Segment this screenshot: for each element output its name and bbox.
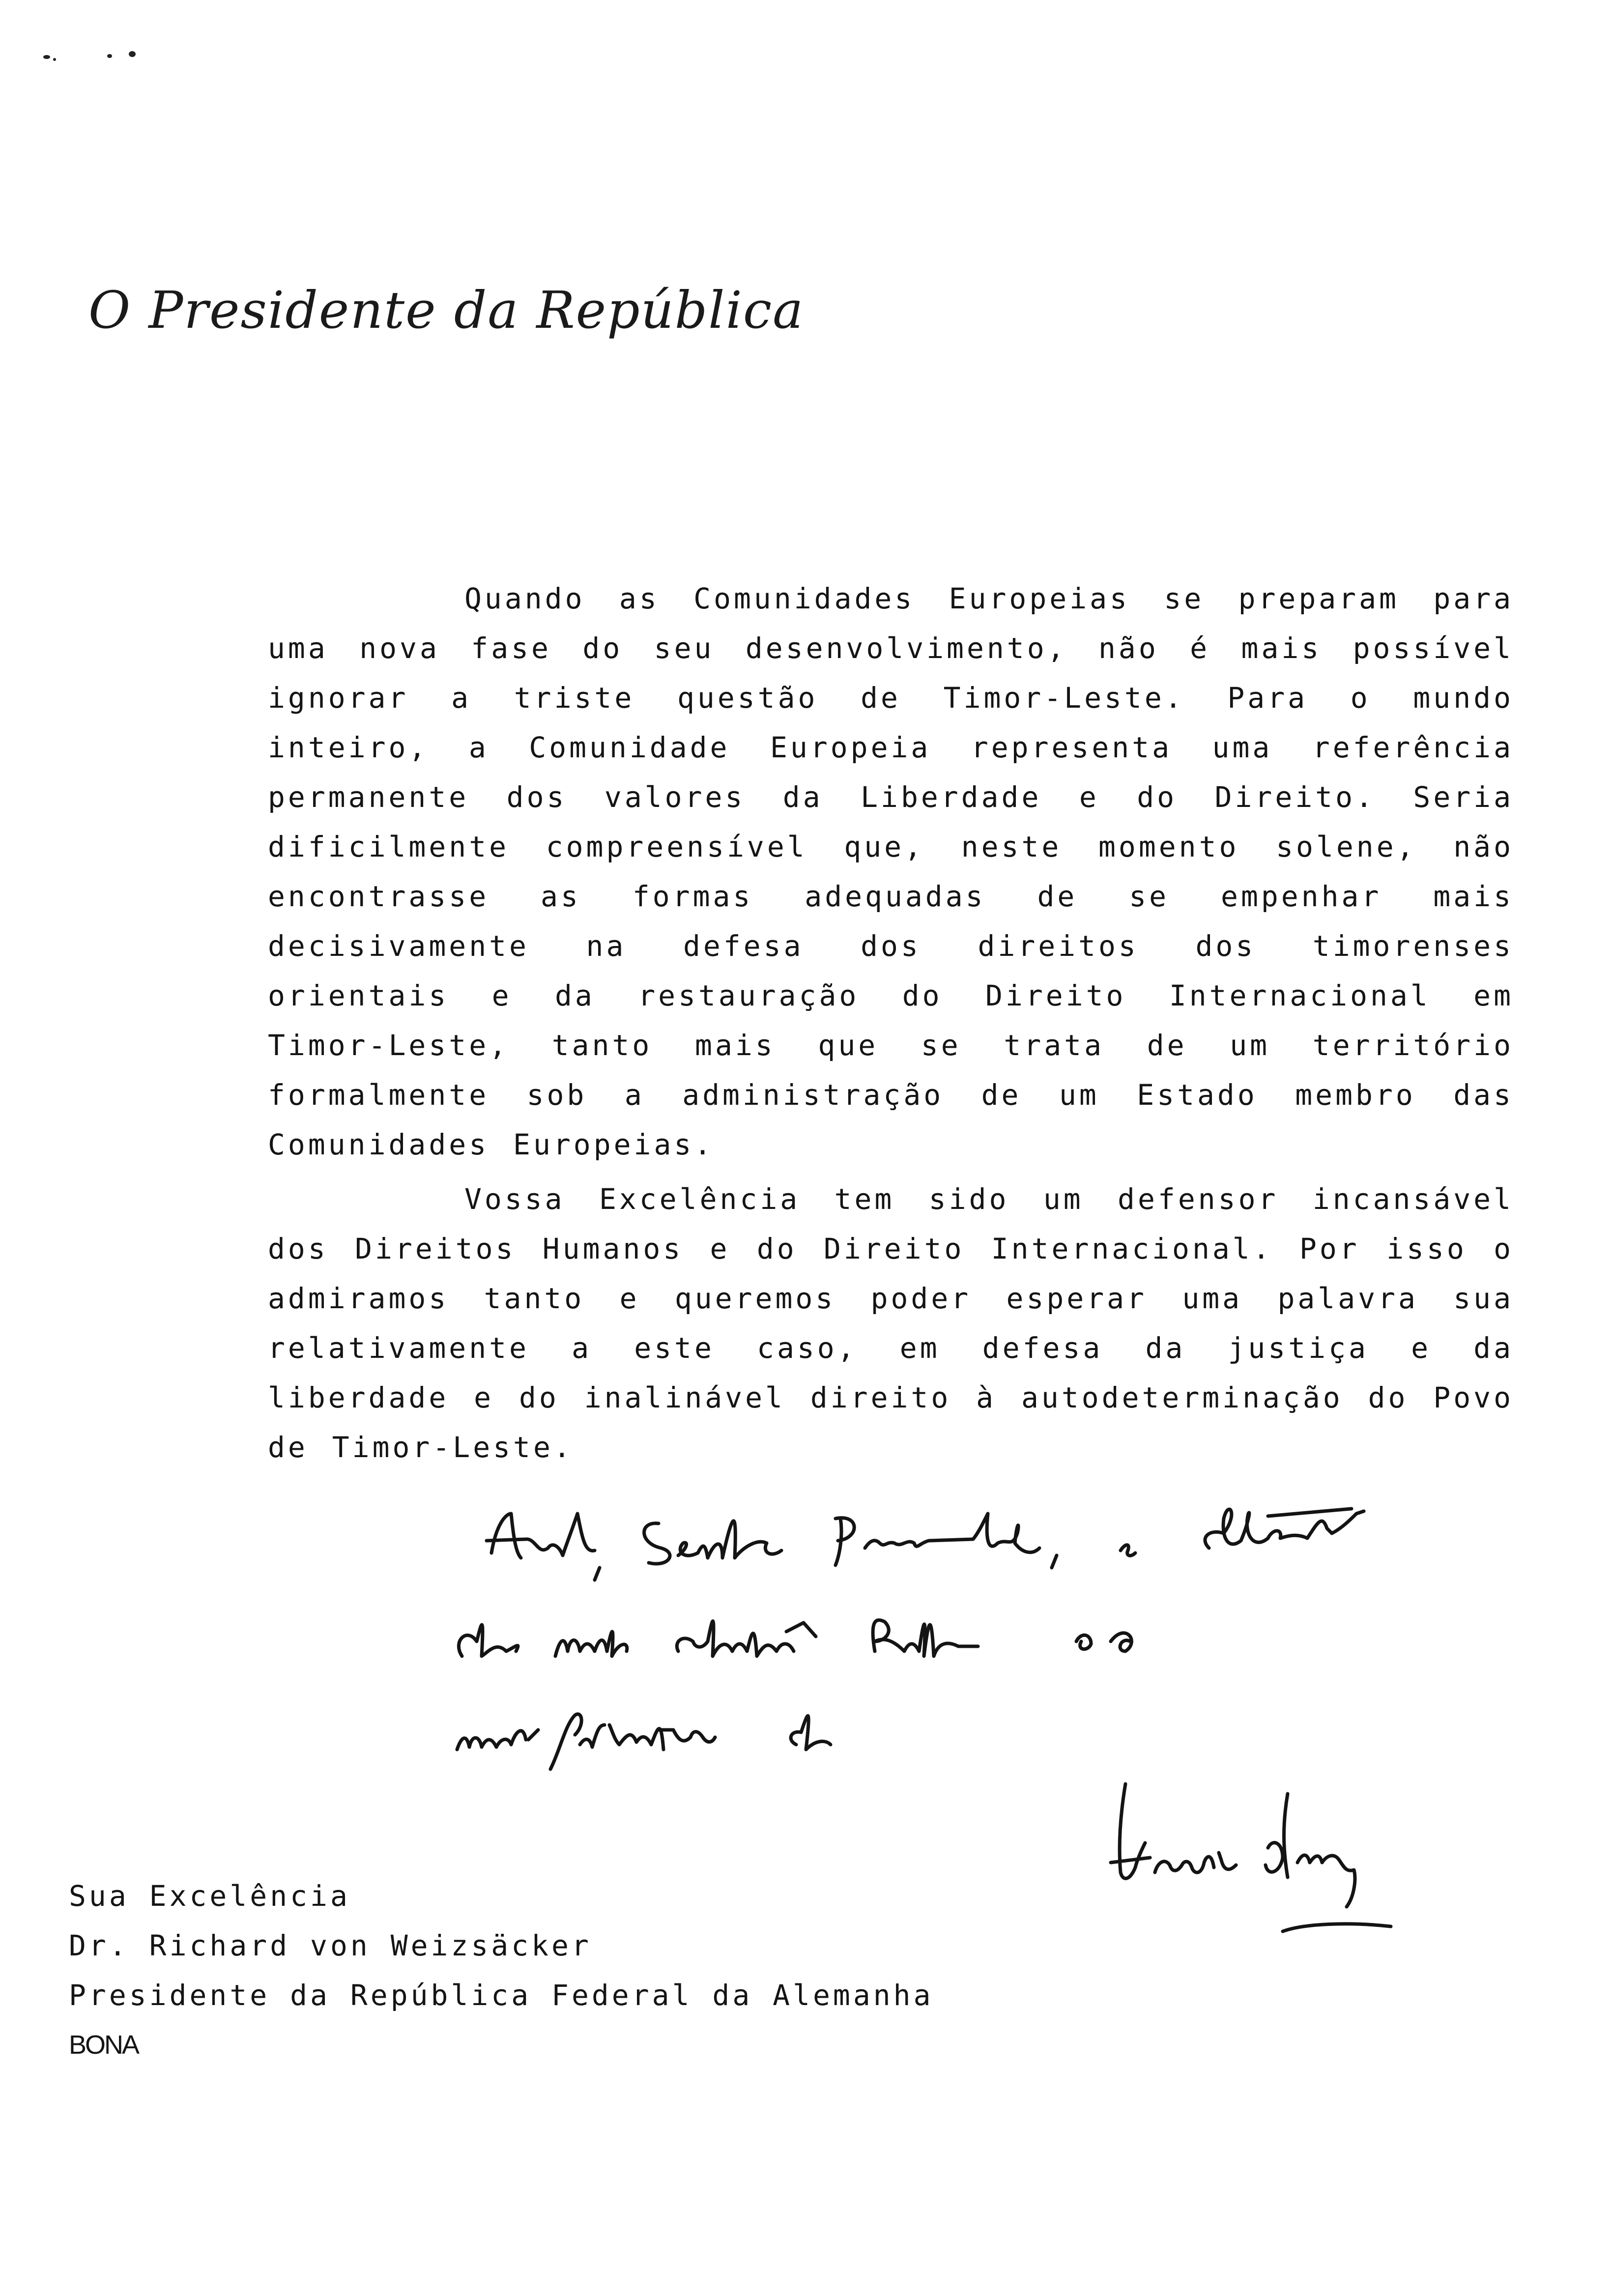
handwritten-closing [442,1494,1524,1779]
speck [43,55,50,59]
speck [107,54,112,58]
recipient-salutation: Sua Excelência [69,1879,350,1913]
letterhead-title: O Presidente da República [88,280,805,340]
signature [1071,1774,1396,1951]
speck [129,51,136,57]
letter-paragraph-1: Quando as Comunidades Europeias se preparam para uma nova fase do seu desenvolvimento, não é mais possível ignorar a triste questão de Timor-Leste. Para o mundo inteiro, a Comunidade Europeia representa uma referência permanente dos valores da Liberdade e do Direito. Seria dificilmente compreensível que, neste momento solene, não encontrasse as formas adequadas de se empenhar mais decisivamente na defesa dos direitos dos timorenses orientais e da restauração do Direito Internacional em Timor-Leste, tanto mais que se trata de um território formalmente sob a administração de um Estado membro das Comunidades Europeias. [268,582,1514,1161]
recipient-address [69,1871,934,2070]
speck [53,58,56,61]
recipient-title: Presidente da República Federal da Alemanha [69,1979,934,2012]
recipient-name: Dr. Richard von Weizsäcker [69,1929,592,1962]
letter-paragraph-2: Vossa Excelência tem sido um defensor incansável dos Direitos Humanos e do Direito Internacional. Por isso o admiramos tanto e queremos poder esperar uma palavra sua relativamente a este caso, em defesa da justiça e da liberdade e do inalinável direito à autodeterminação do Povo de Timor-Leste. [268,1182,1514,1464]
recipient-city: BONA [69,2030,139,2060]
